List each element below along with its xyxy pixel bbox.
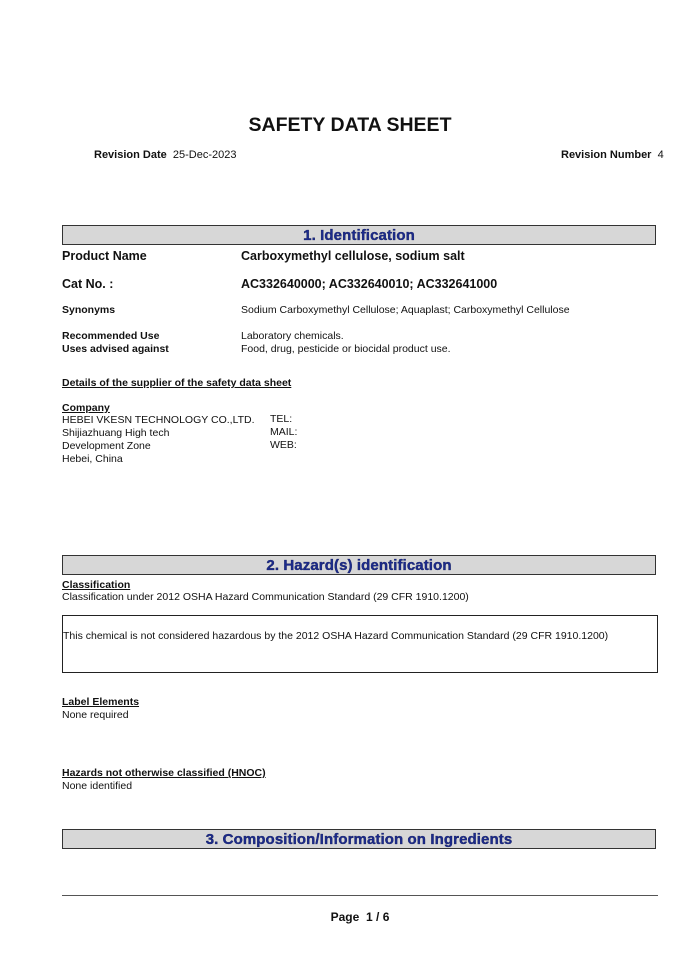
recommended-use-label: Recommended Use <box>62 330 160 342</box>
product-name-label: Product Name <box>62 249 147 263</box>
hazard-statement-box <box>62 615 658 673</box>
mail-label: MAIL: <box>270 426 298 438</box>
company-label: Company <box>62 402 110 414</box>
company-line: Development Zone <box>62 440 151 452</box>
supplier-heading: Details of the supplier of the safety data sheet <box>62 377 292 389</box>
recommended-use-value: Laboratory chemicals. <box>241 330 344 342</box>
company-line: Hebei, China <box>62 453 123 465</box>
hnoc-text: None identified <box>62 780 133 792</box>
revision-date-value: 25-Dec-2023 <box>172 149 237 161</box>
page-indicator: Page 1 / 6 <box>330 910 390 924</box>
revision-date <box>94 149 236 161</box>
label-elements-text: None required <box>62 709 129 721</box>
document-title: SAFETY DATA SHEET <box>248 114 452 136</box>
synonyms-label: Synonyms <box>62 304 116 316</box>
tel-label: TEL: <box>270 413 293 425</box>
hazard-statement-text: This chemical is not considered hazardous by the 2012 OSHA Hazard Communication Standard (29 CFR 1910.1200) <box>63 630 609 642</box>
classification-label: Classification <box>62 579 131 591</box>
revision-date-label: Revision Date <box>94 149 167 161</box>
contact-labels <box>270 413 297 452</box>
section-1-header: 1. Identification <box>62 225 656 245</box>
web-label: WEB: <box>270 439 297 451</box>
section-3-header: 3. Composition/Information on Ingredients <box>62 829 656 849</box>
hnoc-label: Hazards not otherwise classified (HNOC) <box>62 767 266 779</box>
section-2-header: 2. Hazard(s) identification <box>62 555 656 575</box>
cat-no-label: Cat No. : <box>62 277 114 291</box>
footer-divider <box>62 895 658 896</box>
uses-advised-against-value: Food, drug, pesticide or biocidal product use. <box>241 343 451 355</box>
revision-number <box>561 149 664 161</box>
revision-number-label: Revision Number <box>561 149 652 161</box>
product-name-value: Carboxymethyl cellulose, sodium salt <box>241 249 465 263</box>
company-address <box>62 414 255 466</box>
company-line: Shijiazhuang High tech <box>62 427 170 439</box>
company-line: HEBEI VKESN TECHNOLOGY CO.,LTD. <box>62 414 255 426</box>
page-label: Page <box>330 910 360 924</box>
synonyms-value: Sodium Carboxymethyl Cellulose; Aquaplast; Carboxymethyl Cellulose <box>241 304 570 316</box>
page-total: 6 <box>382 910 390 924</box>
cat-no-value: AC332640000; AC332640010; AC332641000 <box>241 277 498 291</box>
label-elements-label: Label Elements <box>62 696 140 708</box>
page-current: 1 <box>365 910 373 924</box>
classification-text: Classification under 2012 OSHA Hazard Communication Standard (29 CFR 1910.1200) <box>62 591 469 603</box>
uses-advised-against-label: Uses advised against <box>62 343 169 355</box>
revision-number-value: 4 <box>657 149 664 161</box>
